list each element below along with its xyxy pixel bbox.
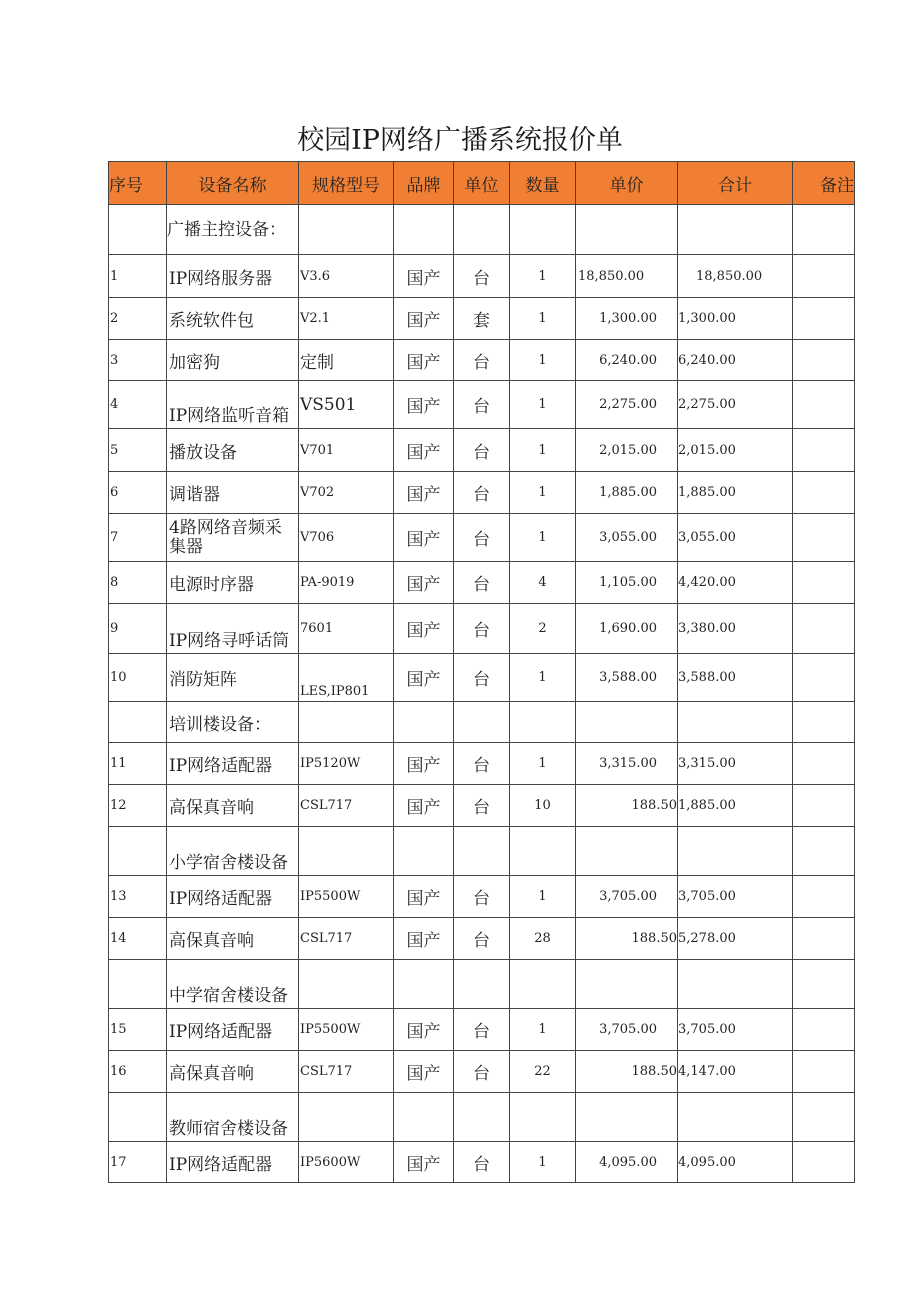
table-row [109,429,855,472]
cell-spec: PA-9019 [299,562,394,604]
cell-spec: 定制 [299,340,394,381]
cell-unit: 台 [454,785,510,827]
cell-unit: 台 [454,255,510,298]
cell-total: 3,380.00 [678,604,793,654]
table-header-row [109,162,855,205]
cell-remark [793,1051,855,1093]
cell-brand: 国产 [394,429,454,472]
cell-spec: V701 [299,429,394,472]
cell-spec: V3.6 [299,255,394,298]
cell-brand: 国产 [394,340,454,381]
cell-total: 3,705.00 [678,1009,793,1051]
cell-name: IP网络适配器 [167,876,299,918]
cell-brand: 国产 [394,255,454,298]
cell-brand: 国产 [394,1009,454,1051]
cell-price: 188.50 [576,1051,678,1093]
cell-remark [793,298,855,340]
section-title: 培训楼设备： [167,702,299,743]
cell-brand: 国产 [394,1051,454,1093]
cell-total: 3,315.00 [678,743,793,785]
cell-brand: 国产 [394,472,454,514]
section-title: 小学宿舍楼设备 [167,827,299,876]
section-row [109,827,855,876]
cell-price: 3,055.00 [576,514,678,562]
cell-name: 消防矩阵 [167,654,299,702]
cell-qty: 28 [510,918,576,960]
cell-brand: 国产 [394,1142,454,1183]
cell-spec: V2.1 [299,298,394,340]
cell-brand: 国产 [394,743,454,785]
cell-name: 4路网络音频采集器 [167,514,299,562]
cell-total: 3,588.00 [678,654,793,702]
table-row [109,514,855,562]
cell-spec: CSL717 [299,785,394,827]
table-row [109,472,855,514]
cell-price: 188.50 [576,785,678,827]
cell-no: 11 [109,743,167,785]
cell-spec: CSL717 [299,918,394,960]
cell-name: 系统软件包 [167,298,299,340]
cell-remark [793,604,855,654]
cell-qty: 1 [510,340,576,381]
cell-brand: 国产 [394,785,454,827]
quotation-table [108,161,855,1183]
cell-price: 1,300.00 [576,298,678,340]
cell-name: IP网络寻呼话筒 [167,604,299,654]
cell-name: 加密狗 [167,340,299,381]
section-title: 广播主控设备： [167,205,299,255]
cell-total: 6,240.00 [678,340,793,381]
cell-brand: 国产 [394,298,454,340]
cell-qty: 1 [510,381,576,429]
cell-price: 3,705.00 [576,1009,678,1051]
cell-unit: 台 [454,472,510,514]
header-unit: 单位 [454,162,510,205]
cell-total: 5,278.00 [678,918,793,960]
cell-qty: 1 [510,298,576,340]
cell-remark [793,381,855,429]
cell-name: 播放设备 [167,429,299,472]
cell-total: 1,885.00 [678,785,793,827]
cell-total: 4,095.00 [678,1142,793,1183]
table-row [109,1009,855,1051]
cell-name: IP网络适配器 [167,1009,299,1051]
cell-no: 2 [109,298,167,340]
cell-price: 18,850.00 [576,255,678,298]
section-row [109,702,855,743]
table-row [109,743,855,785]
cell-price: 3,705.00 [576,876,678,918]
cell-no: 17 [109,1142,167,1183]
cell-unit: 套 [454,298,510,340]
table-row [109,918,855,960]
cell-qty: 1 [510,743,576,785]
cell-unit: 台 [454,514,510,562]
cell-price: 1,690.00 [576,604,678,654]
cell-spec: IP5500W [299,1009,394,1051]
cell-remark [793,743,855,785]
cell-qty: 1 [510,472,576,514]
cell-total: 2,275.00 [678,381,793,429]
cell-name: IP网络适配器 [167,743,299,785]
cell-name: IP网络服务器 [167,255,299,298]
cell-remark [793,255,855,298]
cell-remark [793,429,855,472]
cell-price: 1,885.00 [576,472,678,514]
cell-name: IP网络监听音箱 [167,381,299,429]
cell-qty: 4 [510,562,576,604]
cell-no: 13 [109,876,167,918]
cell-brand: 国产 [394,514,454,562]
header-brand: 品牌 [394,162,454,205]
cell-no: 9 [109,604,167,654]
cell-no: 4 [109,381,167,429]
cell-no: 16 [109,1051,167,1093]
cell-spec: IP5120W [299,743,394,785]
cell-qty: 1 [510,255,576,298]
cell-price: 188.50 [576,918,678,960]
cell-qty: 1 [510,514,576,562]
cell-remark [793,785,855,827]
cell-brand: 国产 [394,876,454,918]
cell-qty: 1 [510,654,576,702]
cell-unit: 台 [454,1142,510,1183]
table-row [109,785,855,827]
cell-unit: 台 [454,876,510,918]
cell-no: 5 [109,429,167,472]
cell-no: 3 [109,340,167,381]
cell-spec: VS501 [299,381,394,429]
document-title: 校园IP网络广播系统报价单 [297,125,623,156]
cell-spec: IP5500W [299,876,394,918]
header-no: 序号 [109,162,167,205]
cell-no: 15 [109,1009,167,1051]
cell-no: 12 [109,785,167,827]
header-qty: 数量 [510,162,576,205]
cell-name: 高保真音响 [167,1051,299,1093]
cell-price: 3,315.00 [576,743,678,785]
cell-total: 18,850.00 [678,255,793,298]
cell-qty: 1 [510,1142,576,1183]
cell-remark [793,876,855,918]
cell-total: 3,705.00 [678,876,793,918]
table-row [109,562,855,604]
section-row [109,1093,855,1142]
cell-unit: 台 [454,562,510,604]
cell-unit: 台 [454,604,510,654]
cell-qty: 10 [510,785,576,827]
table-row [109,1142,855,1183]
cell-unit: 台 [454,1051,510,1093]
table-row [109,298,855,340]
cell-brand: 国产 [394,918,454,960]
cell-no: 6 [109,472,167,514]
cell-spec: LES,IP801 [299,654,394,702]
cell-total: 2,015.00 [678,429,793,472]
cell-unit: 台 [454,743,510,785]
cell-unit: 台 [454,654,510,702]
section-title: 教师宿舍楼设备 [167,1093,299,1142]
cell-total: 1,885.00 [678,472,793,514]
cell-price: 3,588.00 [576,654,678,702]
cell-price: 6,240.00 [576,340,678,381]
cell-no: 7 [109,514,167,562]
cell-qty: 22 [510,1051,576,1093]
header-total: 合计 [678,162,793,205]
cell-name: 高保真音响 [167,785,299,827]
section-row [109,205,855,255]
table-row [109,876,855,918]
cell-total: 4,147.00 [678,1051,793,1093]
cell-spec: CSL717 [299,1051,394,1093]
table-row [109,340,855,381]
cell-no: 14 [109,918,167,960]
cell-remark [793,1009,855,1051]
cell-spec: 7601 [299,604,394,654]
cell-qty: 1 [510,876,576,918]
cell-unit: 台 [454,918,510,960]
cell-unit: 台 [454,340,510,381]
cell-name: 高保真音响 [167,918,299,960]
header-remark: 备注 [793,162,855,205]
cell-total: 3,055.00 [678,514,793,562]
cell-spec: V702 [299,472,394,514]
header-name: 设备名称 [167,162,299,205]
cell-no: 1 [109,255,167,298]
cell-total: 4,420.00 [678,562,793,604]
table-row [109,604,855,654]
cell-brand: 国产 [394,604,454,654]
cell-no [109,205,167,255]
cell-remark [793,654,855,702]
cell-brand: 国产 [394,381,454,429]
cell-remark [793,340,855,381]
cell-remark [793,918,855,960]
cell-spec: V706 [299,514,394,562]
cell-qty: 2 [510,604,576,654]
cell-spec: IP5600W [299,1142,394,1183]
cell-name: 调谐器 [167,472,299,514]
cell-price: 1,105.00 [576,562,678,604]
cell-name: 电源时序器 [167,562,299,604]
table-row [109,654,855,702]
header-price: 单价 [576,162,678,205]
cell-remark [793,472,855,514]
cell-name: IP网络适配器 [167,1142,299,1183]
cell-unit: 台 [454,1009,510,1051]
table-row [109,1051,855,1093]
cell-no: 10 [109,654,167,702]
cell-remark [793,1142,855,1183]
cell-no: 8 [109,562,167,604]
cell-qty: 1 [510,429,576,472]
section-row [109,960,855,1009]
header-spec: 规格型号 [299,162,394,205]
cell-price: 2,275.00 [576,381,678,429]
cell-price: 4,095.00 [576,1142,678,1183]
cell-brand: 国产 [394,654,454,702]
cell-price: 2,015.00 [576,429,678,472]
cell-total: 1,300.00 [678,298,793,340]
cell-qty: 1 [510,1009,576,1051]
section-title: 中学宿舍楼设备 [167,960,299,1009]
cell-remark [793,514,855,562]
cell-unit: 台 [454,429,510,472]
table-row [109,255,855,298]
cell-unit: 台 [454,381,510,429]
table-row [109,381,855,429]
cell-remark [793,562,855,604]
cell-brand: 国产 [394,562,454,604]
